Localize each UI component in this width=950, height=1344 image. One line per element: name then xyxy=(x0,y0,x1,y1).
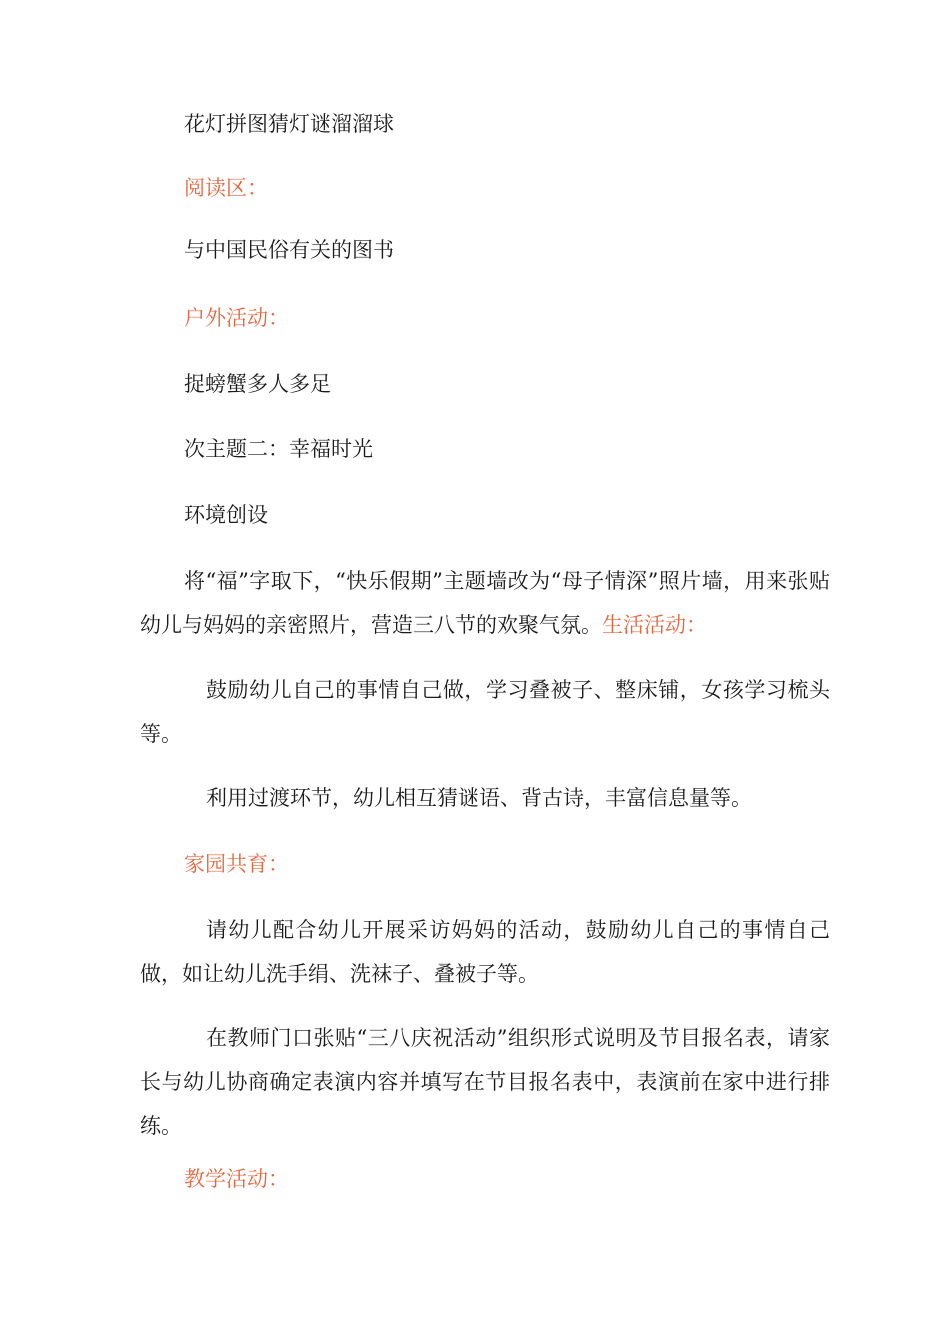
home-school-paragraph-2: 在教师门口张贴“三八庆祝活动”组织形式说明及节目报名表，请家长与幼儿协商确定表演内容并填写在节目报名表中，表演前在家中进行排练。 xyxy=(140,1026,830,1138)
life-activity-paragraph-2: 利用过渡环节，幼儿相互猜谜语、背古诗，丰富信息量等。 xyxy=(206,786,752,810)
activity-list-line: 花灯拼图猜灯谜溜溜球 xyxy=(184,112,394,136)
environment-heading: 环境创设 xyxy=(184,503,268,527)
environment-text: 将“福”字取下，“快乐假期”主题墙改为“母子情深”照片墙，用来张贴幼儿与妈妈的亲密照片，营造三八节的欢聚气氛。 xyxy=(140,569,830,637)
reading-area-heading: 阅读区： xyxy=(184,176,268,200)
life-activity-heading: 生活活动： xyxy=(602,613,707,637)
reading-books-line: 与中国民俗有关的图书 xyxy=(184,238,394,262)
home-school-heading: 家园共育： xyxy=(184,852,289,876)
environment-paragraph xyxy=(140,559,830,647)
teaching-activity-heading: 教学活动： xyxy=(184,1167,289,1191)
life-activity-paragraph-1: 鼓励幼儿自己的事情自己做，学习叠被子、整床铺，女孩学习梳头等。 xyxy=(140,678,830,746)
home-school-paragraph-1: 请幼儿配合幼儿开展采访妈妈的活动，鼓励幼儿自己的事情自己做，如让幼儿洗手绢、洗袜子、叠被子等。 xyxy=(140,918,830,986)
outdoor-games-line: 捉螃蟹多人多足 xyxy=(184,372,331,396)
subtheme-title: 次主题二：幸福时光 xyxy=(184,437,373,461)
outdoor-activity-heading: 户外活动： xyxy=(184,306,289,330)
